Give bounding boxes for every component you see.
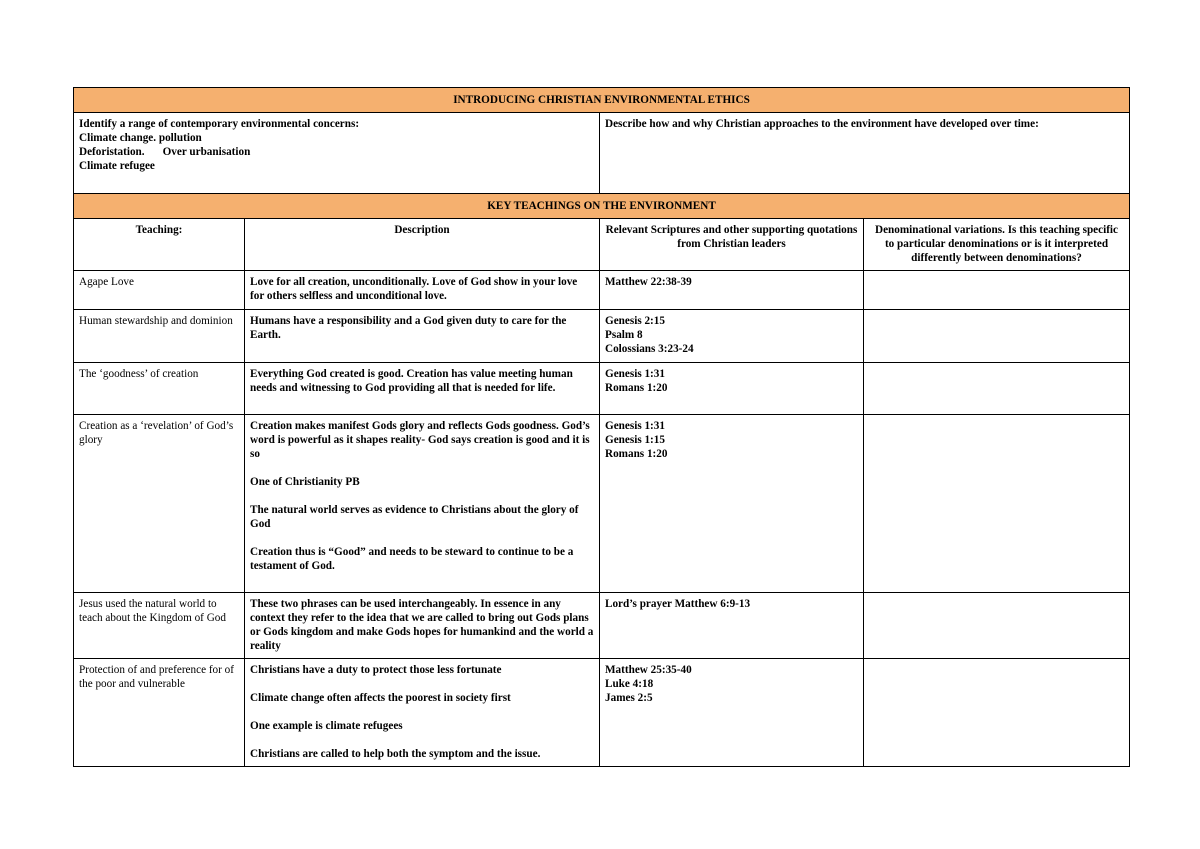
description-cell: Everything God created is good. Creation has value meeting human needs and witnessing to God providing all that is needed for life.	[245, 363, 600, 415]
denomination-cell	[864, 310, 1130, 363]
table-row	[74, 271, 1130, 310]
concern-line: Climate change. pollution	[79, 132, 202, 144]
concern-line: Deforistation. Over urbanisation	[79, 146, 251, 158]
table-row	[74, 310, 1130, 363]
denomination-cell	[864, 593, 1130, 659]
development-cell: Describe how and why Christian approaches to the environment have developed over time:	[600, 113, 1130, 194]
scripture-cell: Matthew 22:38-39	[600, 271, 864, 310]
description-cell: These two phrases can be used interchangeably. In essence in any context they refer to the idea that we are called to bring out Gods plans or Gods kingdom and make Gods hopes for humankind and the world a reality	[245, 593, 600, 659]
table-row	[74, 593, 1130, 659]
scripture-cell: Genesis 2:15 Psalm 8 Colossians 3:23-24	[600, 310, 864, 363]
teaching-cell: Jesus used the natural world to teach about the Kingdom of God	[74, 593, 245, 659]
denomination-cell	[864, 271, 1130, 310]
teaching-cell: The ‘goodness’ of creation	[74, 363, 245, 415]
description-cell: Christians have a duty to protect those less fortunate Climate change often affects the poorest in society first One example is climate refugees Christians are called to help both the symptom and the issue.	[245, 659, 600, 767]
description-cell: Humans have a responsibility and a God given duty to care for the Earth.	[245, 310, 600, 363]
main-title: INTRODUCING CHRISTIAN ENVIRONMENTAL ETHICS	[74, 88, 1130, 113]
ethics-table	[73, 87, 1130, 767]
table-row	[74, 659, 1130, 767]
document-page	[73, 87, 1129, 767]
denomination-cell	[864, 415, 1130, 593]
column-header-teaching: Teaching:	[74, 219, 245, 271]
teaching-cell: Agape Love	[74, 271, 245, 310]
column-header-description: Description	[245, 219, 600, 271]
description-cell: Creation makes manifest Gods glory and reflects Gods goodness. God’s word is powerful as it shapes reality- God says creation is good and it is so One of Christianity PB The natural world serves as evidence to Christians about the glory of God Creation thus is “Good” and needs to be steward to continue to be a testament of God.	[245, 415, 600, 593]
teaching-cell: Protection of and preference for of the poor and vulnerable	[74, 659, 245, 767]
teaching-cell: Human stewardship and dominion	[74, 310, 245, 363]
concerns-cell	[74, 113, 600, 194]
table-row	[74, 415, 1130, 593]
scripture-cell: Genesis 1:31 Romans 1:20	[600, 363, 864, 415]
concern-line: Climate refugee	[79, 160, 155, 172]
table-row	[74, 363, 1130, 415]
scripture-cell: Genesis 1:31 Genesis 1:15 Romans 1:20	[600, 415, 864, 593]
teaching-cell: Creation as a ‘revelation’ of God’s glory	[74, 415, 245, 593]
denomination-cell	[864, 363, 1130, 415]
scripture-cell: Matthew 25:35-40 Luke 4:18 James 2:5	[600, 659, 864, 767]
column-header-denominational: Denominational variations. Is this teaching specific to particular denominations or is it interpreted differently between denominations?	[864, 219, 1130, 271]
denomination-cell	[864, 659, 1130, 767]
concerns-heading: Identify a range of contemporary environmental concerns:	[79, 118, 360, 130]
section-title: KEY TEACHINGS ON THE ENVIRONMENT	[74, 194, 1130, 219]
description-cell: Love for all creation, unconditionally. Love of God show in your love for others selfless and unconditional love.	[245, 271, 600, 310]
column-header-scriptures: Relevant Scriptures and other supporting quotations from Christian leaders	[600, 219, 864, 271]
scripture-cell: Lord’s prayer Matthew 6:9-13	[600, 593, 864, 659]
